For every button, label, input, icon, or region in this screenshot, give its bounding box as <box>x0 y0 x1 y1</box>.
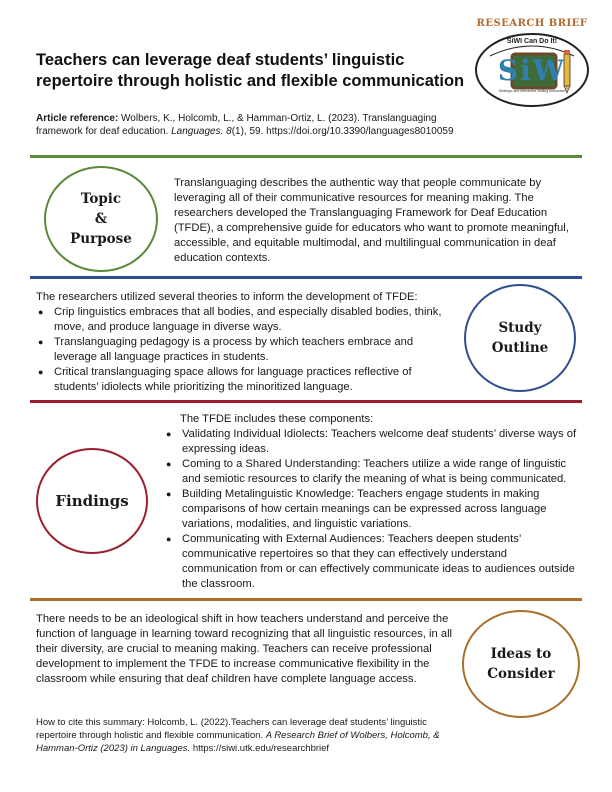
findings-divider <box>30 400 582 403</box>
siwi-logo <box>472 18 592 110</box>
findings-label: Findings <box>55 492 129 510</box>
list-item: ● Critical translanguaging space allows for language practices reflective of students’ idiolects while prioritizing the minoritized language. <box>36 365 456 395</box>
ideas-circle <box>462 610 580 718</box>
logo-subtext: Strategic and Interactive Writing Instruction <box>498 89 566 93</box>
article-reference <box>36 112 476 138</box>
list-item: ● Communicating with External Audiences: Teachers deepen students’ communicative repertoires so that they can effectively understand communication from or can effectively communicate ideas to audiences outside the classroom. <box>164 532 582 592</box>
citation <box>36 716 466 755</box>
findings-text <box>164 412 582 592</box>
findings-bullets <box>164 427 582 592</box>
purpose-label: Purpose <box>70 231 132 247</box>
list-item: ● Translanguaging pedagogy is a process by which teachers embrace and leverage all language practices in students. <box>36 335 456 365</box>
citation-url[interactable]: https://siwi.utk.edu/researchbrief <box>190 743 330 754</box>
citation-source: A Research Brief of Wolbers, Holcomb, & Hamman-Ortiz (2023) in Languages. <box>36 730 440 754</box>
findings-circle <box>36 448 148 554</box>
topic-ampersand: & <box>94 211 108 227</box>
study-label: Study <box>498 320 542 336</box>
study-outline-text <box>36 290 456 395</box>
list-item: ● Building Metalinguistic Knowledge: Teachers engage students in making comparisons of how certain meanings can be expressed across language variations, modalities, and linguistic variations. <box>164 487 582 532</box>
list-item: ● Validating Individual Idiolects: Teachers welcome deaf students’ diverse ways of expressing ideas. <box>164 427 582 457</box>
research-brief-label: RESEARCH BRIEF <box>476 18 588 29</box>
consider-label: Consider <box>487 666 555 682</box>
ideas-divider <box>30 598 582 601</box>
logo-letters: SiW <box>497 54 567 87</box>
reference-volume: 8 <box>226 126 232 137</box>
ideas-label: Ideas to <box>490 646 552 662</box>
citation-text: How to cite this summary: Holcomb, L. (2022).Teachers can leverage deaf students’ linguistic repertoire through holistic and flexible communication. <box>36 717 427 741</box>
reference-journal: Languages. <box>171 126 224 137</box>
topic-text: Translanguaging describes the authentic way that people communicate by leveraging all of their communicative resources for meaning making. The researchers developed the Translanguaging Framework for Deaf Education (TFDE), a comprehensive guide for educators who want to promote meaningful, accessible, and equitable multimodal, and multilingual communication in deaf education contexts. <box>174 177 569 264</box>
study-bullets <box>36 305 456 395</box>
study-outline-circle <box>464 284 576 392</box>
page-title: Teachers can leverage deaf students’ linguistic repertoire through holistic and flexible communication <box>36 51 465 90</box>
outline-label: Outline <box>491 340 549 356</box>
topic-label: Topic <box>80 191 122 207</box>
logo-banner: SiWI Can Do It! <box>506 38 558 45</box>
topic-divider <box>30 155 582 158</box>
findings-intro: The TFDE includes these components: <box>180 413 374 425</box>
list-item: ● Crip linguistics embraces that all bodies, and especially disabled bodies, think, move, and produce language in diverse ways. <box>36 305 456 335</box>
reference-label: Article reference: <box>36 113 119 124</box>
topic-purpose-circle <box>44 166 158 272</box>
ideas-text: There needs to be an ideological shift in how teachers understand and perceive the function of language in learning toward recognizing that all linguistic resources, in all their diversity, are crucial to meaning making. Teachers can receive professional development to implement the TFDE to increase communicative flexibility in the classroom while ensuring that deaf children have complete language access. <box>36 613 453 685</box>
list-item: ● Coming to a Shared Understanding: Teachers utilize a wide range of linguistic and semiotic resources to clarify the meaning of what is being communicated. <box>164 457 582 487</box>
reference-doi: (1), 59. https://doi.org/10.3390/languages8010059 <box>231 126 454 137</box>
study-intro: The researchers utilized several theories to inform the development of TFDE: <box>36 291 418 303</box>
study-divider <box>30 276 582 279</box>
reference-authors: Wolbers, K., Holcomb, L., & Hamman-Ortiz, L. (2023). Translanguaging framework for deaf education. <box>36 113 437 137</box>
